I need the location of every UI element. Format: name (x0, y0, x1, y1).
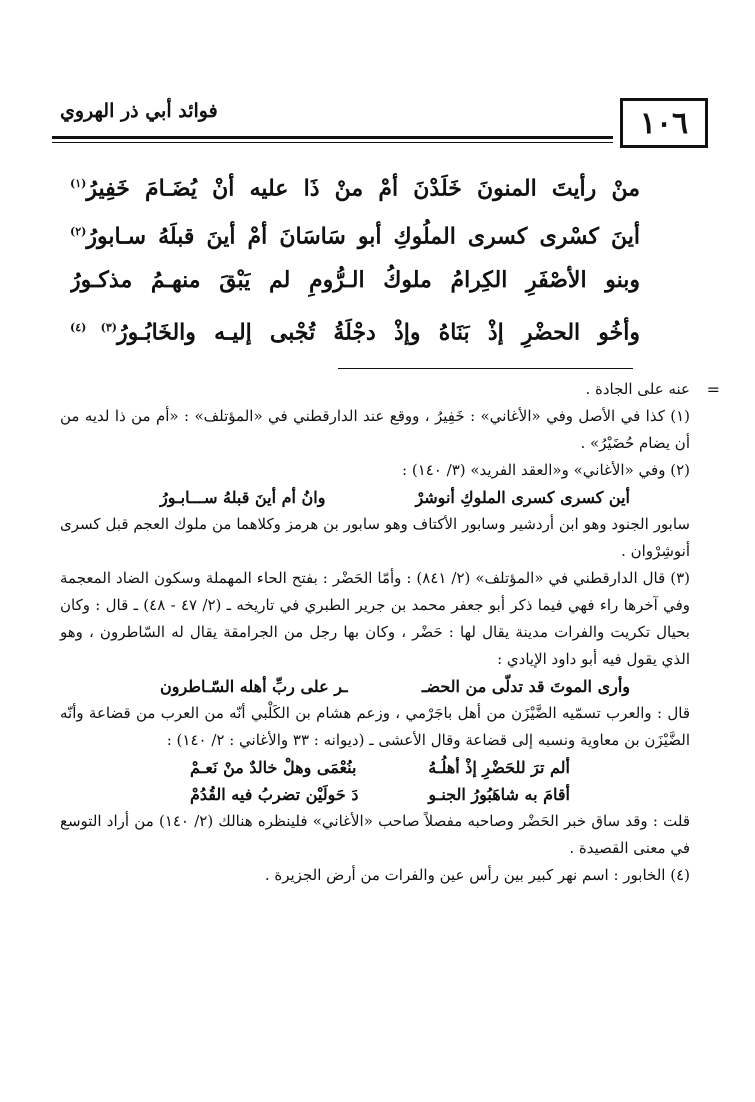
footnote-continuation: = عنه على الجادة . (60, 376, 690, 403)
verse-line: أينَ كسْرى كسرى الملُوكِ أبو سَاسَانَ أمْ أينَ قبلَهُ سـابورُ$^{(٢)}$ (70, 223, 640, 250)
footnote-3: (٣) قال الدارقطني في «المؤتلف» (٢/ ٨٤١) : وأمّا الحَضْر : بفتح الحاء المهملة وسكون الضاد المعجمة وفي آخرها راء فهي فيما ذكر أبو جعفر محمد بن جرير الطبري في تاريخه ـ (٢/ ٤٧ - ٤٨) ـ قال : وكان بحيال تكريت والفرات مدينة يقال لها : حَضْر ، وكان بها رجل من الجرامقة يقال له السّاطرون ، وهو الذي يقول فيه أبو داود الإيادي : وأرى الموتَ قد تدلّى من الحضـ ـر على ربِّ أهله السّـاطرون قال : والعرب تسمّيه الضَّيْزَن من أهل باجَرْمي ، وزعم هشام بن الكَلْبي أنّه من العرب من قضاعة وأنّه الضَّيْزَن بن معاوية ونسبه إلى قضاعة وقال الأعشى ـ (ديوانه : ٣٣ والأغاني : ٢/ ١٤٠) : ألم ترَ للحَضْرِ إذْ أهلُـهُ بنُعْمَى وهلْ خالدٌ منْ نَعـمْ أقامَ به شاهَبُورُ الجنـو دَ حَولَيْن تضربُ فيه القُدُمْ قلت : وقد ساق خبر الحَضْر وصاحبه مفصلاً صاحب «الأغاني» فلينظره هنالك (٢/ ١٤٠) من أراد التوسع في معنى القصيدة . (60, 569, 691, 857)
footnote-verse: أين كسرى كسرى الملوكِ أنوشرْ وانُ أم أينَ قبلهُ ســـابـورُ (160, 488, 630, 507)
footnote-verse: وأرى الموتَ قد تدلّى من الحضـ ـر على ربِّ أهله السّـاطرون (160, 677, 630, 696)
footnote-couplet: ألم ترَ للحَضْرِ إذْ أهلُـهُ بنُعْمَى وهلْ خالدٌ منْ نَعـمْ أقامَ به شاهَبُورُ الجنـو دَ حَولَيْن تضربُ فيه القُدُمْ (190, 758, 570, 804)
header-rule-thick (52, 136, 613, 139)
continuation-mark: = (706, 380, 720, 399)
page-number: ١٠٦ (620, 98, 708, 148)
verse-line: وأخُو الحضْرِ إذْ بَنَاهُ وإذْ دجْلَةُ تُجْبى إليـه والخَابُـورُ$^{(٣) (٤)}$ (70, 319, 640, 346)
running-title: فوائد أبي ذر الهروي (60, 100, 218, 122)
footnote-2: (٢) وفي «الأغاني» و«العقد الفريد» (٣/ ١٤٠) : أين كسرى كسرى الملوكِ أنوشرْ وانُ أم أينَ قبلهُ ســـابـورُ سابور الجنود وهو ابن أردشير وسابور الأكتاف وهو سابور بن هرمز وكلاهما من ملوك العجم قبل كسرى أنوشِرْوان . (60, 461, 690, 560)
header-rule-thin (52, 142, 613, 143)
footnotes (60, 376, 720, 889)
footnote-1: (١) كذا في الأصل وفي «الأغاني» : خَفِيرُ ، ووقع عند الدارقطني في «المؤتلف» : «أم من ذا لديه من أن يضام حُضَيْرُ» . (60, 407, 690, 452)
page-header (52, 90, 708, 150)
footnote-4: (٤) الخابور : اسم نهر كبير بين رأس عين والفرات من أرض الجزيرة . (264, 866, 690, 884)
verse-line: منْ رأيتَ المنونَ خَلَدْنَ أمْ منْ ذَا عليه أنْ يُضَـامَ خَفِيرُ$^{(١)}$ (70, 175, 640, 202)
footnote-separator (338, 368, 633, 369)
verse-line: وبنو الأصْفَرِ الكِرامُ ملوكُ الـرُّومِ لم يَبْقَ منهـمُ مذكـورُ (70, 267, 640, 293)
poem-block (70, 160, 640, 352)
